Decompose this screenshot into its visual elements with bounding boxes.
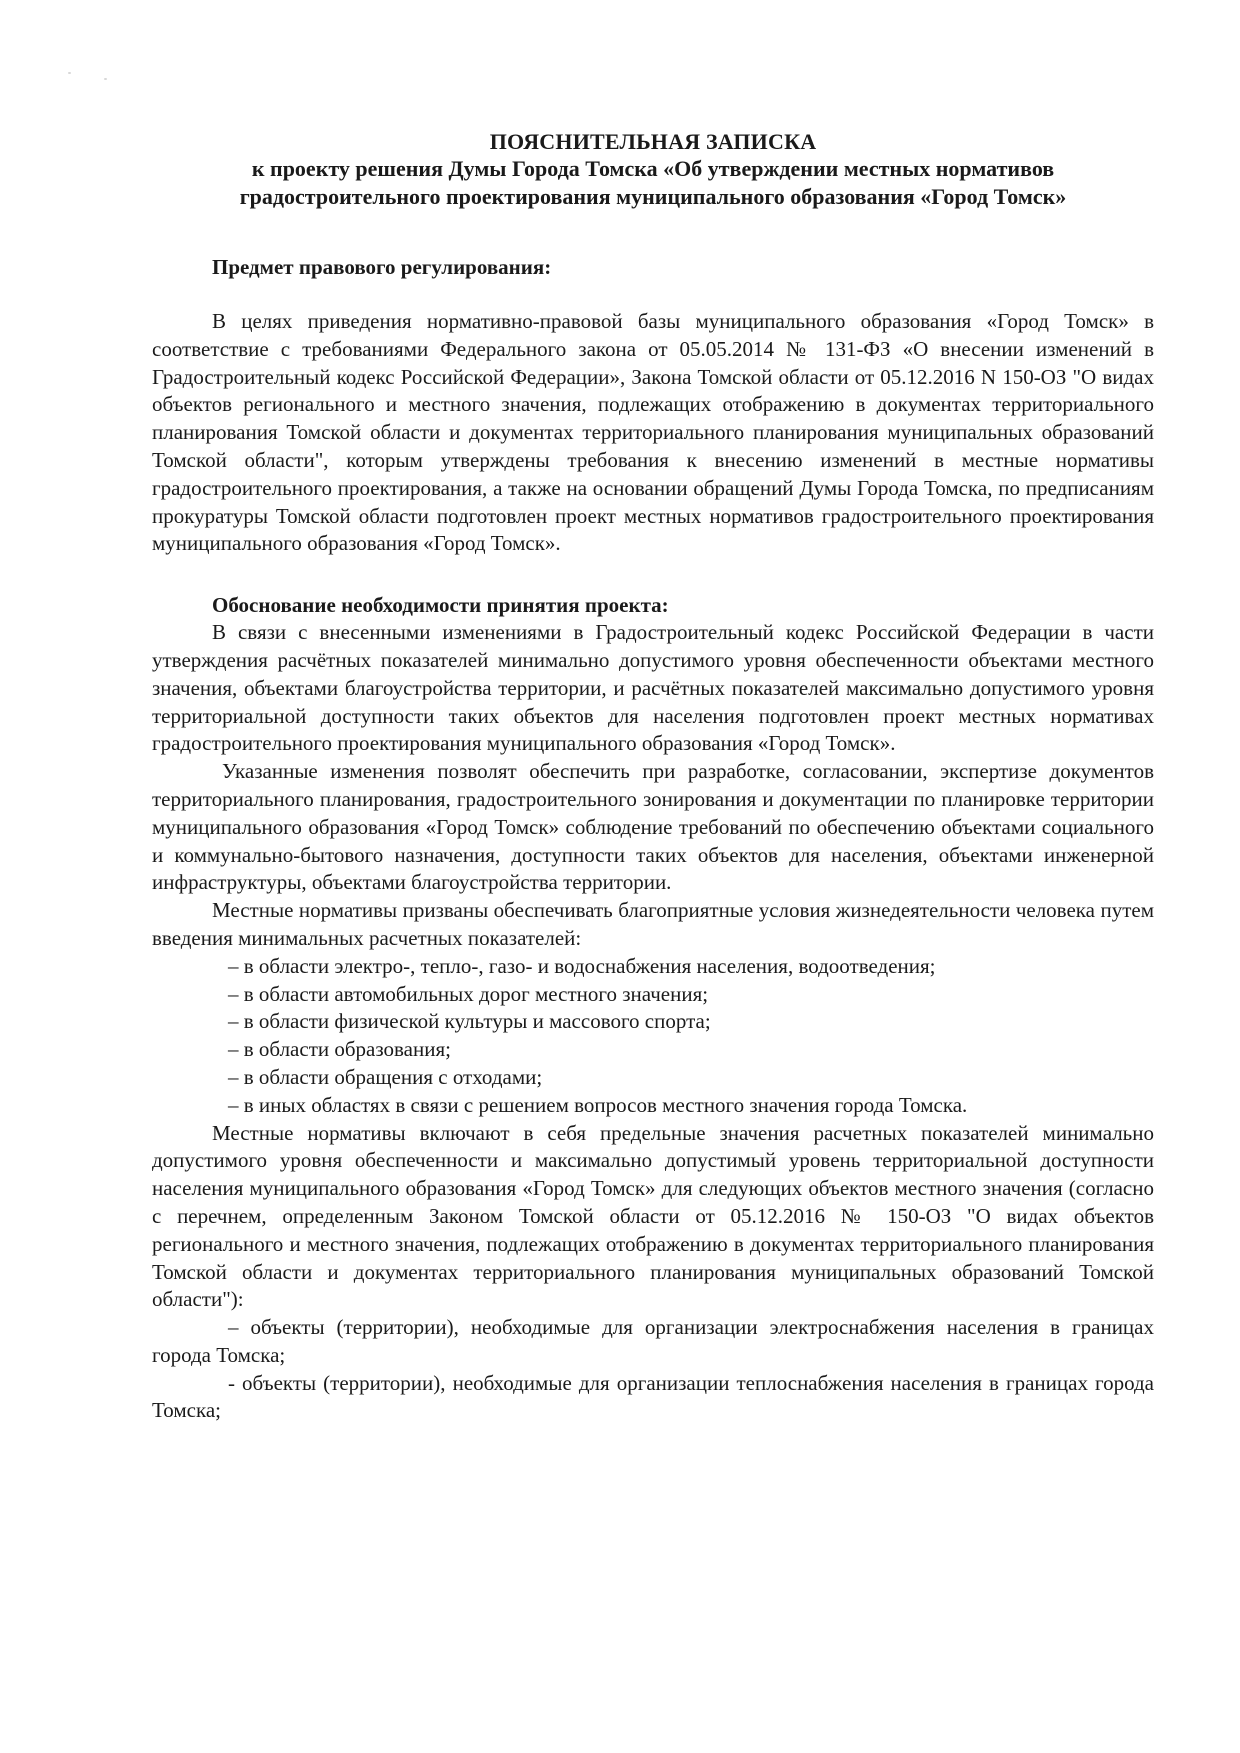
paragraph-justification: В связи с внесенными изменениями в Градостроительный кодекс Российской Федерации в части утверждения расчётных показателей минимально допустимого уровня обеспеченности объектами местного значения, объектами благоустройства территории, и расчётных показателей максимально допустимого уровня территориальной доступности таких объектов для населения подготовлен проект местных нормативах градостроительного проектирования муниципального образования «Город Томск». — [152, 620, 1154, 756]
document-title: ПОЯСНИТЕЛЬНАЯ ЗАПИСКА — [489, 129, 817, 154]
section-heading-legal-regulation: Предмет правового регулирования: — [212, 255, 552, 279]
document-subtitle-line-1: к проекту решения Думы Города Томска «Об утверждении местных нормативов — [251, 156, 1055, 181]
paragraph-norms-purpose: Местные нормативы призваны обеспечивать благоприятные условия жизнедеятельности человека путем введения минимальных расчетных показателей: — [152, 898, 1154, 950]
scan-artifact — [104, 78, 107, 80]
paragraph-legal-basis: В целях приведения нормативно-правовой базы муниципального образования «Город Томск» в соответствие с требованиями Федерального закона от 05.05.2014 № 131-ФЗ «О внесении изменений в Градостроительный кодекс Российской Федерации», Закона Томской области от 05.12.2016 N 150-ОЗ "О видах объектов регионального и местного значения, подлежащих отображению в документах территориального планирования Томской области и документах территориального планирования муниципальных образований Томской области", которым утверждены требования к внесению изменений в местные нормативы градостроительного проектирования, а также на основании обращений Думы Города Томска, по предписаниям прокуратуры Томской области подготовлен проект местных нормативов градостроительного проектирования муниципального образования «Город Томск». — [152, 309, 1154, 556]
document-body — [152, 128, 1154, 1425]
bullet-item: – в области физической культуры и массового спорта; — [228, 1009, 711, 1034]
bullet-item: – в области образования; — [228, 1037, 451, 1062]
bullet-item: – в иных областях в связи с решением вопросов местного значения города Томска. — [228, 1092, 968, 1117]
document-subtitle-line-2: градостроительного проектирования муниципального образования «Город Томск» — [239, 184, 1067, 209]
paragraph-norms-include: Местные нормативы включают в себя предельные значения расчетных показателей минимально допустимого уровня обеспеченности и максимально допустимый уровень территориальной доступности населения муниципального образования «Город Томск» для следующих объектов местного значения (согласно с перечнем, определенным Законом Томской области от 05.12.2016 № 150-ОЗ "О видах объектов регионального и местного значения, подлежащих отображению в документах территориального планирования Томской области и документах территориального планирования муниципальных образований Томской области"): — [152, 1120, 1154, 1312]
bullet-list-areas — [152, 953, 1154, 1120]
objects-list — [152, 1314, 1154, 1425]
scan-artifact — [68, 72, 71, 74]
paragraph-changes-effect: Указанные изменения позволят обеспечить при разработке, согласовании, экспертизе документов территориального планирования, градостроительного зонирования и документации по планировке территории муниципального образования «Город Томск» соблюдение требований по обеспечению объектами социального и коммунально-бытового назначения, доступности таких объектов для населения, объектами инженерной инфраструктуры, объектами благоустройства территории. — [152, 759, 1154, 895]
object-item: – объекты (территории), необходимые для организации электроснабжения населения в границах города Томска; — [152, 1315, 1154, 1367]
bullet-item: – в области электро-, тепло-, газо- и водоснабжения населения, водоотведения; — [228, 953, 936, 978]
object-item: - объекты (территории), необходимые для организации теплоснабжения населения в границах города Томска; — [152, 1370, 1154, 1423]
bullet-item: – в области автомобильных дорог местного значения; — [228, 981, 709, 1006]
section-heading-justification: Обоснование необходимости принятия проекта: — [212, 593, 669, 618]
bullet-item: – в области обращения с отходами; — [228, 1064, 543, 1089]
